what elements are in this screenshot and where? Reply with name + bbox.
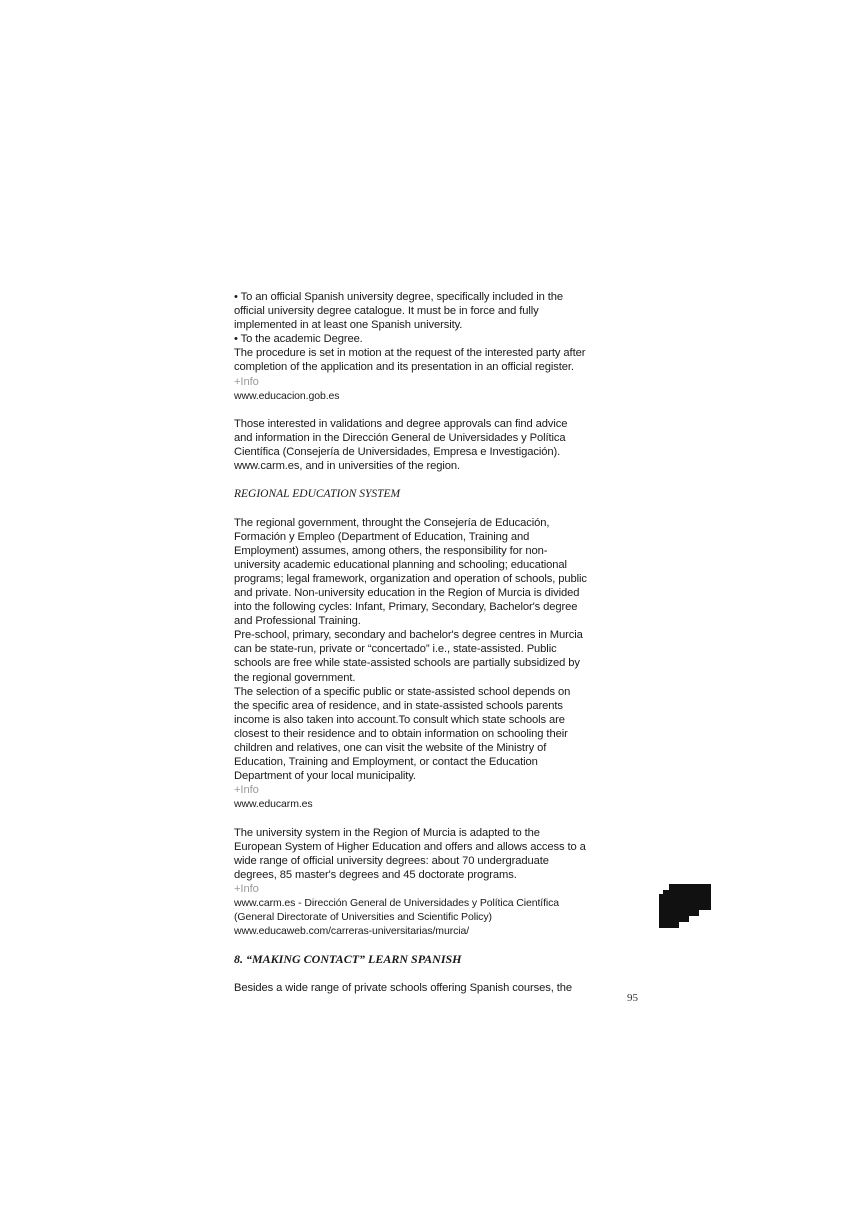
info-link-educarm[interactable]: www.educarm.es bbox=[234, 798, 313, 811]
validations-paragraph: Those interested in validations and degree approvals can find advice and information in the Dirección General de Universidades y Política Científica (Consejería de Universidades, Empresa e Investigación). www.carm.es, and in universities of the region. bbox=[234, 417, 568, 473]
spacer bbox=[234, 967, 588, 981]
university-paragraph: The university system in the Region of Murcia is adapted to the European System of Higher Education and offers and allows access to a wide range of official university degrees: about 70 undergraduate degrees, 85 master's degrees and 45 doctorate programs. bbox=[234, 826, 586, 881]
spacer bbox=[234, 811, 588, 825]
section-8-heading: 8. “MAKING CONTACT” LEARN SPANISH bbox=[234, 952, 462, 967]
spacer bbox=[234, 938, 588, 952]
info-link-educaweb[interactable]: www.educaweb.com/carreras-universitarias/murcia/ bbox=[234, 925, 470, 938]
bullet-official-degree: • To an official Spanish university degree, specifically included in the official university degree catalogue. It must be in force and fully implemented in at least one Spanish university. bbox=[234, 291, 564, 332]
procedure-paragraph: The procedure is set in motion at the request of the interested party after completion of the application and its presentation in an official register. bbox=[234, 347, 586, 374]
regional-paragraph-1: The regional government, throught the Consejería de Educación, Formación y Empleo (Department of Education, Training and Employment) assumes, among others, the responsibility for non-university academic educational planning and schooling; educational programs; legal framework, organization and operation of schools, public and private. Non-university education in the Region of Murcia is divided into the following cycles: Infant, Primary, Secondary, Bachelor's degree and Professional Training. bbox=[234, 516, 587, 628]
regional-paragraph-3: The selection of a specific public or state-assisted school depends on the specific area of residence, and in state-assisted schools parents income is also taken into account.To consult which state schools are closest to their residence and to obtain information on schooling their children and relatives, one can visit the website of the Ministry of Education, Training and Employment, or contact the Education Department of your local municipality. bbox=[234, 685, 571, 783]
section-8-paragraph: Besides a wide range of private schools offering Spanish courses, the bbox=[234, 981, 573, 994]
info-label-1: +Info bbox=[234, 375, 259, 388]
info-link-educacion[interactable]: www.educacion.gob.es bbox=[234, 389, 340, 402]
regional-paragraph-2: Pre-school, primary, secondary and bachelor's degree centres in Murcia can be state-run, private or “concertado” i.e., state-assisted. Public schools are free while state-assisted schools are partially subsidized by the regional government. bbox=[234, 629, 583, 684]
info-link-carm[interactable]: www.carm.es - Dirección General de Universidades y Política Científica (General Directorate of Universities and Scientific Policy) bbox=[234, 897, 560, 924]
bullet-academic-degree: • To the academic Degree. bbox=[234, 333, 363, 346]
info-label-2: +Info bbox=[234, 784, 259, 797]
section-tab-marker-icon bbox=[659, 884, 711, 933]
spacer bbox=[234, 501, 588, 515]
page-body bbox=[234, 290, 588, 995]
page-number: 95 bbox=[627, 992, 638, 1004]
info-label-3: +Info bbox=[234, 882, 259, 895]
spacer bbox=[234, 403, 588, 417]
spacer bbox=[234, 473, 588, 487]
regional-education-heading: REGIONAL EDUCATION SYSTEM bbox=[234, 488, 401, 501]
